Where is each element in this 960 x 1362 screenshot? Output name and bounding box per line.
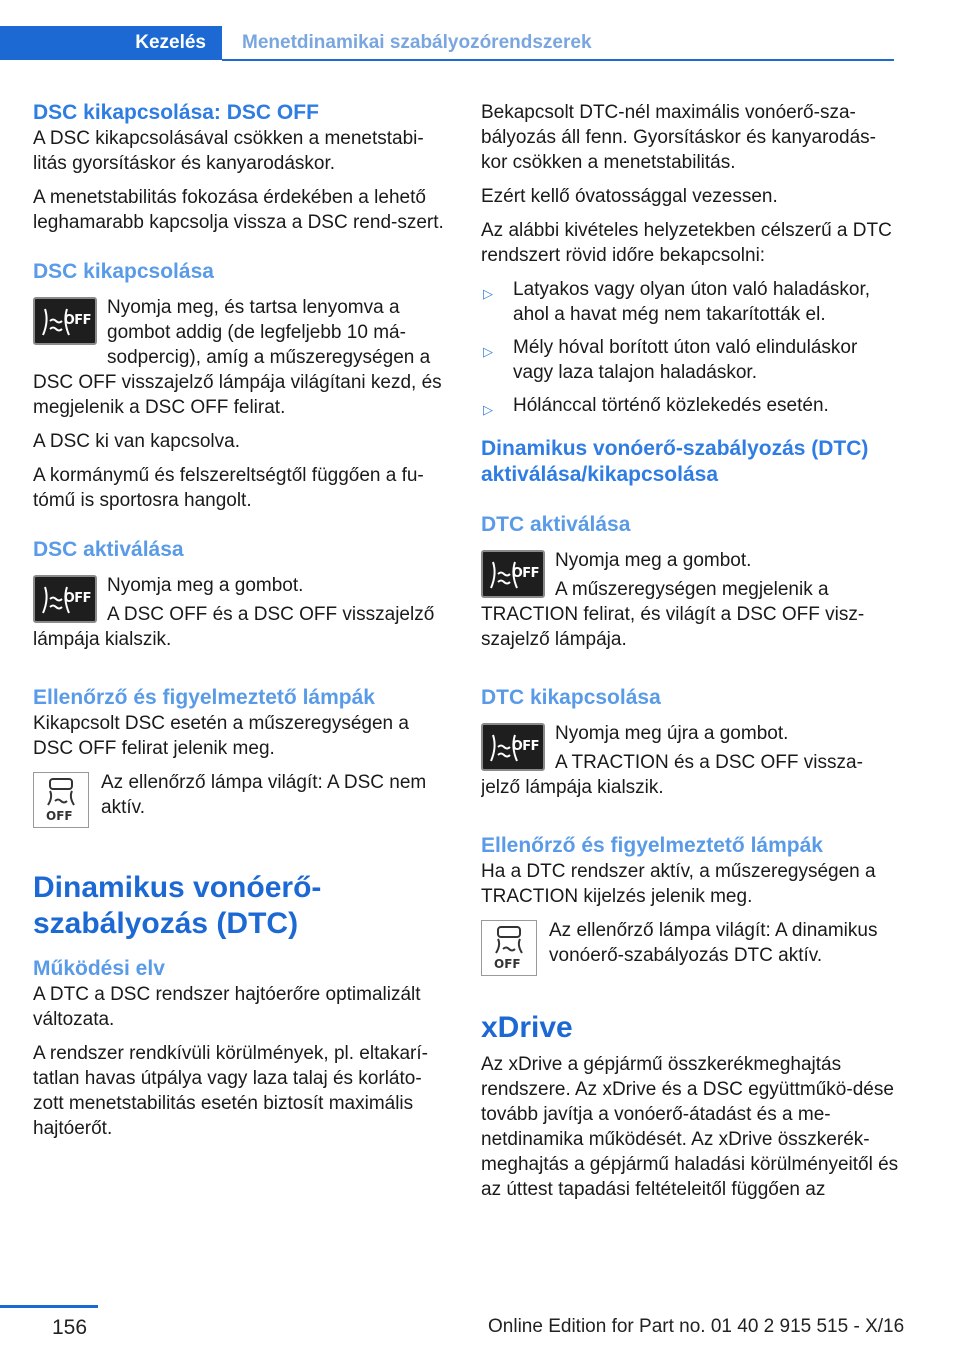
paragraph: A DSC OFF és a DSC OFF visszajelző lámpája kialszik. bbox=[33, 604, 435, 650]
heading-dsc-off: DSC kikapcsolása: DSC OFF bbox=[33, 101, 319, 124]
paragraph: Nyomja meg a gombot. bbox=[555, 550, 752, 571]
dsc-off-button-icon bbox=[481, 550, 545, 598]
heading-dtc: Dinamikus vonóerő-szabályozás (DTC) bbox=[33, 871, 322, 940]
page-header bbox=[0, 0, 960, 64]
heading-ellenorzo-lampak: Ellenőrző és figyelmeztető lámpák bbox=[481, 834, 823, 857]
off-label: OFF bbox=[46, 809, 73, 823]
heading-dtc-aktivalasa-kikapcsolasa: Dinamikus vonóerő-szabályozás (DTC) aktiválása/kikapcsolása bbox=[481, 437, 869, 486]
paragraph: Ha a DTC rendszer aktív, a műszeregységen a TRACTION kijelzés jelenik meg. bbox=[481, 861, 876, 907]
list-item bbox=[481, 335, 901, 385]
paragraph: Az xDrive a gépjármű összkerékmeghajtás rendszere. Az xDrive és a DSC együttműkö-dése tovább javítja a vonóerő-átadást és a me-netdinamika működését. Az xDrive összkerék-meghajtás a gépjármű haladási körülményeitől és az úttest tapadási feltételeitől függően az bbox=[481, 1054, 899, 1200]
icon-text-block bbox=[33, 573, 451, 661]
heading-dsc-kikapcsolasa: DSC kikapcsolása bbox=[33, 260, 214, 283]
paragraph: A DSC ki van kapcsolva. bbox=[33, 431, 240, 452]
page-number-rule bbox=[0, 1305, 98, 1308]
heading-mukodesi-elv: Működési elv bbox=[33, 957, 165, 980]
off-label: OFF bbox=[511, 566, 539, 581]
right-column bbox=[481, 100, 901, 1211]
heading-dtc-kikapcsolasa: DTC kikapcsolása bbox=[481, 686, 661, 709]
paragraph: A kormánymű és felszereltségtől függően a fu-tómű is sportosra hangolt. bbox=[33, 465, 424, 511]
paragraph: A TRACTION és a DSC OFF vissza-jelző lámpája kialszik. bbox=[481, 752, 863, 798]
triangle-bullet-icon: ▷ bbox=[483, 286, 493, 301]
list-item bbox=[481, 393, 901, 418]
paragraph: A menetstabilitás fokozása érdekében a lehető leghamarabb kapcsolja vissza a DSC rend-szert. bbox=[33, 187, 444, 233]
chapter-tab[interactable]: Kezelés bbox=[0, 26, 222, 60]
paragraph: A DSC kikapcsolásával csökken a menetstabi-litás gyorsításkor és kanyarodáskor. bbox=[33, 128, 424, 174]
section-title[interactable]: Menetdinamikai szabályozórendszerek bbox=[242, 32, 592, 53]
left-column bbox=[33, 100, 451, 1150]
paragraph: Az ellenőrző lámpa világít: A dinamikus vonóerő-szabályozás DTC aktív. bbox=[549, 920, 878, 966]
header-rule bbox=[222, 59, 894, 61]
paragraph: Nyomja meg, és tartsa lenyomva a gombot addig (de legfeljebb 10 má-sodpercig), amíg a műszeregységen a DSC OFF visszajelző lámpája világítani kezd, és megjelenik a DSC OFF felirat. bbox=[33, 297, 442, 418]
traction-warning-icon bbox=[481, 920, 537, 976]
icon-text-block bbox=[481, 548, 901, 661]
heading-dtc-aktivalasa: DTC aktiválása bbox=[481, 513, 631, 536]
off-label: OFF bbox=[494, 957, 521, 971]
off-label: OFF bbox=[511, 739, 539, 754]
paragraph: A műszeregységen megjelenik a TRACTION felirat, és világít a DSC OFF visz-szajelző lámpája. bbox=[481, 579, 865, 650]
edition-note: Online Edition for Part no. 01 40 2 915 515 - X/16 bbox=[488, 1316, 905, 1337]
heading-ellenorzo-lampak: Ellenőrző és figyelmeztető lámpák bbox=[33, 686, 375, 709]
page-number: 156 bbox=[52, 1316, 88, 1339]
dsc-off-button-icon bbox=[481, 723, 545, 771]
list-item-text: Hólánccal történő közlekedés esetén. bbox=[513, 395, 829, 416]
icon-text-block bbox=[33, 770, 451, 832]
paragraph: Az alábbi kivételes helyzetekben célszerű a DTC rendszert rövid időre bekapcsolni: bbox=[481, 220, 892, 266]
paragraph: Kikapcsolt DSC esetén a műszeregységen a DSC OFF felirat jelenik meg. bbox=[33, 713, 409, 759]
paragraph: Ezért kellő óvatossággal vezessen. bbox=[481, 186, 778, 207]
dsc-off-button-icon bbox=[33, 575, 97, 623]
triangle-bullet-icon: ▷ bbox=[483, 344, 493, 359]
icon-text-block bbox=[481, 918, 901, 980]
triangle-bullet-icon: ▷ bbox=[483, 402, 493, 417]
paragraph: Az ellenőrző lámpa világít: A DSC nem aktív. bbox=[101, 772, 427, 818]
heading-xdrive: xDrive bbox=[481, 1011, 573, 1044]
off-label: OFF bbox=[63, 591, 91, 606]
paragraph: Nyomja meg újra a gombot. bbox=[555, 723, 789, 744]
list-item-text: Latyakos vagy olyan úton való haladáskor, ahol a havat még nem takarították el. bbox=[513, 279, 871, 325]
paragraph: Nyomja meg a gombot. bbox=[107, 575, 304, 596]
list-item-text: Mély hóval borított úton való elinduláskor vagy laza talajon haladáskor. bbox=[513, 337, 858, 383]
icon-text-block bbox=[33, 295, 451, 429]
paragraph: A DTC a DSC rendszer hajtóerőre optimalizált változata. bbox=[33, 984, 421, 1030]
paragraph: Bekapcsolt DTC-nél maximális vonóerő-sza-bályozás áll fenn. Gyorsításkor és kanyarodás-kor csökken a menetstabilitás. bbox=[481, 102, 876, 173]
heading-dsc-aktivalasa: DSC aktiválása bbox=[33, 538, 184, 561]
paragraph: A rendszer rendkívüli körülmények, pl. eltakarí-tatlan havas útpálya vagy laza talaj és korláto-zott menetstabilitás esetén biztosít maximális hajtóerőt. bbox=[33, 1043, 428, 1139]
off-label: OFF bbox=[63, 313, 91, 328]
dsc-off-warning-icon bbox=[33, 772, 89, 828]
list-item bbox=[481, 277, 901, 327]
dsc-off-button-icon bbox=[33, 297, 97, 345]
bullet-list bbox=[481, 277, 901, 418]
icon-text-block bbox=[481, 721, 901, 809]
